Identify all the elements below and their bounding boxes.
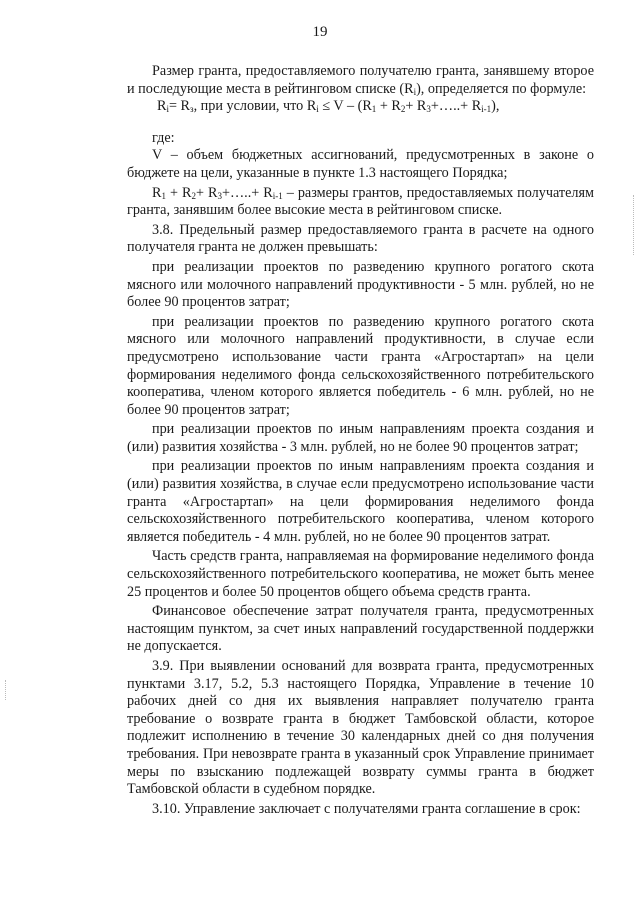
paragraph-3-8-b: при реализации проектов по разведению крупного рогатого скота мясного или молочного направлений продуктивности, в случае если предусмотрено использование части гранта «Агростартап» на цели формирования неделимого фонда сельскохозяйственного потребительского кооператива, членом которого является победитель - 6 млн. рублей, но не более 90 процентов затрат;: [127, 313, 594, 418]
scan-margin-mark: [632, 195, 634, 255]
paragraph-3-8-e: Часть средств гранта, направляемая на формирование неделимого фонда сельскохозяйственного потребительского кооператива, не может быть менее 25 процентов и более 50 процентов общего объема средств гранта.: [127, 548, 594, 600]
paragraph-3-8-a: при реализации проектов по разведению крупного рогатого скота мясного или молочного направлений продуктивности - 5 млн. рублей, но не более 90 процентов затрат;: [127, 258, 594, 311]
definition-v: V – объем бюджетных ассигнований, предусмотренных в законе о бюджете на цели, указанные в пункте 1.3 настоящего Порядка;: [127, 147, 594, 181]
definition-r: $R_1 + R_2+$ $R_3+\dots..+ R_{i-1}$ – размеры грантов, предоставляемых получателям гранта, занявшим более высокие места в рейтинговом списке.: [127, 184, 595, 219]
paragraph-3-8-c: при реализации проектов по иным направлениям проекта создания и (или) развития хозяйства - 3 млн. рублей, но не более 90 процентов затрат;: [127, 421, 594, 455]
paragraph-grant-size: Размер гранта, предоставляемого получателю гранта, занявшему второе и последующие места в рейтинговом списке $(R_i)$, определяется по формуле:: [127, 63, 594, 97]
scan-margin-mark: [5, 680, 7, 700]
paragraph-3-8: 3.8. Предельный размер предоставляемого гранта в расчете на одного получателя гранта не должен превышать:: [127, 221, 594, 256]
paragraph-3-8-d: при реализации проектов по иным направлениям проекта создания и (или) развития хозяйства, в случае если предусмотрено использование части гранта «Агростартап» на цели формирования неделимого фонда сельскохозяйственного потребительского кооператива, членом которого является победитель - 4 млн. рублей, но не более 90 процентов затрат.: [127, 458, 594, 545]
document-body: [127, 63, 594, 818]
formula: $R_i= R_з$, при условии, что $R_i \le V - (R_1 + R_2+$ $R_3+\dots..+ R_{i-1}$),: [157, 98, 500, 115]
where-label: где:: [152, 129, 175, 146]
paragraph-3-9: 3.9. При выявлении оснований для возврата гранта, предусмотренных пунктами 3.17, 5.2, 5.3 настоящего Порядка, Управление в течение 10 рабочих дней со дня их выявления направляет получателю гранта требование о возврате гранта в бюджет Тамбовской области, которое подлежит исполнению в течение 30 календарных дней со дня получения требования. При невозврате гранта в указанный срок Управление принимает меры по взысканию подлежащей возврату суммы гранта в бюджет Тамбовской области в судебном порядке.: [127, 658, 594, 798]
page-number: 19: [312, 24, 328, 40]
paragraph-3-10: 3.10. Управление заключает с получателями гранта соглашение в срок:: [152, 800, 581, 817]
paragraph-3-8-f: Финансовое обеспечение затрат получателя гранта, предусмотренных настоящим пунктом, за счет иных направлений государственной поддержки не допускается.: [127, 603, 594, 655]
